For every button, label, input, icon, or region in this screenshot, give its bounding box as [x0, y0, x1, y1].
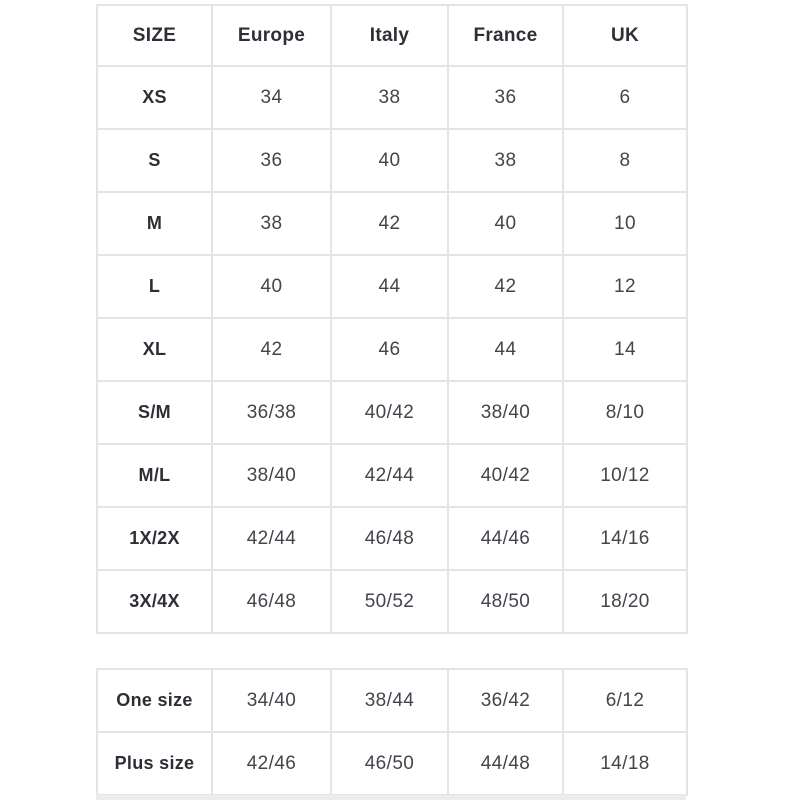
- size-value-cell: 6: [563, 66, 687, 129]
- size-value-cell: 44: [331, 255, 448, 318]
- size-value-cell: 8/10: [563, 381, 687, 444]
- size-label-cell: S: [97, 129, 212, 192]
- table-row: [97, 381, 687, 444]
- size-value-cell: 42/44: [212, 507, 331, 570]
- table-row: [97, 444, 687, 507]
- partial-next-element-strip: [96, 795, 686, 800]
- table-row: [97, 669, 687, 732]
- size-value-cell: 6/12: [563, 669, 687, 732]
- size-value-cell: 36/38: [212, 381, 331, 444]
- table-row: [97, 255, 687, 318]
- header-cell-uk: UK: [563, 5, 687, 66]
- size-value-cell: 12: [563, 255, 687, 318]
- special-size-table: [96, 668, 688, 796]
- size-value-cell: 42: [212, 318, 331, 381]
- size-label-cell: One size: [97, 669, 212, 732]
- size-value-cell: 8: [563, 129, 687, 192]
- size-label-cell: M: [97, 192, 212, 255]
- size-label-cell: L: [97, 255, 212, 318]
- header-cell-size: SIZE: [97, 5, 212, 66]
- tables-container: [96, 4, 686, 796]
- special-size-table-body: [97, 669, 687, 795]
- size-value-cell: 34: [212, 66, 331, 129]
- size-label-cell: S/M: [97, 381, 212, 444]
- size-label-cell: XS: [97, 66, 212, 129]
- size-value-cell: 14/16: [563, 507, 687, 570]
- size-table-body: [97, 66, 687, 633]
- size-value-cell: 14/18: [563, 732, 687, 795]
- table-row: [97, 570, 687, 633]
- size-value-cell: 40/42: [331, 381, 448, 444]
- size-value-cell: 40: [448, 192, 563, 255]
- size-value-cell: 10/12: [563, 444, 687, 507]
- size-value-cell: 44: [448, 318, 563, 381]
- table-row: [97, 192, 687, 255]
- size-value-cell: 38: [331, 66, 448, 129]
- size-value-cell: 10: [563, 192, 687, 255]
- size-value-cell: 46/48: [331, 507, 448, 570]
- size-value-cell: 36: [212, 129, 331, 192]
- size-value-cell: 50/52: [331, 570, 448, 633]
- size-label-cell: Plus size: [97, 732, 212, 795]
- size-label-cell: 3X/4X: [97, 570, 212, 633]
- size-value-cell: 46/50: [331, 732, 448, 795]
- size-value-cell: 48/50: [448, 570, 563, 633]
- table-row: [97, 129, 687, 192]
- size-label-cell: 1X/2X: [97, 507, 212, 570]
- size-value-cell: 42: [448, 255, 563, 318]
- size-value-cell: 42/44: [331, 444, 448, 507]
- size-value-cell: 44/46: [448, 507, 563, 570]
- size-value-cell: 38/44: [331, 669, 448, 732]
- size-value-cell: 40/42: [448, 444, 563, 507]
- size-value-cell: 34/40: [212, 669, 331, 732]
- size-table-header: [97, 5, 687, 66]
- size-value-cell: 40: [331, 129, 448, 192]
- size-value-cell: 36: [448, 66, 563, 129]
- size-value-cell: 38/40: [212, 444, 331, 507]
- size-value-cell: 38: [448, 129, 563, 192]
- size-value-cell: 42/46: [212, 732, 331, 795]
- size-value-cell: 14: [563, 318, 687, 381]
- size-value-cell: 46: [331, 318, 448, 381]
- size-value-cell: 40: [212, 255, 331, 318]
- size-value-cell: 42: [331, 192, 448, 255]
- size-value-cell: 38: [212, 192, 331, 255]
- size-conversion-table: [96, 4, 688, 634]
- header-cell-france: France: [448, 5, 563, 66]
- table-row: [97, 507, 687, 570]
- header-row: [97, 5, 687, 66]
- size-value-cell: 38/40: [448, 381, 563, 444]
- size-value-cell: 36/42: [448, 669, 563, 732]
- table-row: [97, 732, 687, 795]
- header-cell-europe: Europe: [212, 5, 331, 66]
- table-row: [97, 66, 687, 129]
- size-value-cell: 18/20: [563, 570, 687, 633]
- header-cell-italy: Italy: [331, 5, 448, 66]
- table-row: [97, 318, 687, 381]
- size-label-cell: M/L: [97, 444, 212, 507]
- size-value-cell: 44/48: [448, 732, 563, 795]
- size-value-cell: 46/48: [212, 570, 331, 633]
- size-label-cell: XL: [97, 318, 212, 381]
